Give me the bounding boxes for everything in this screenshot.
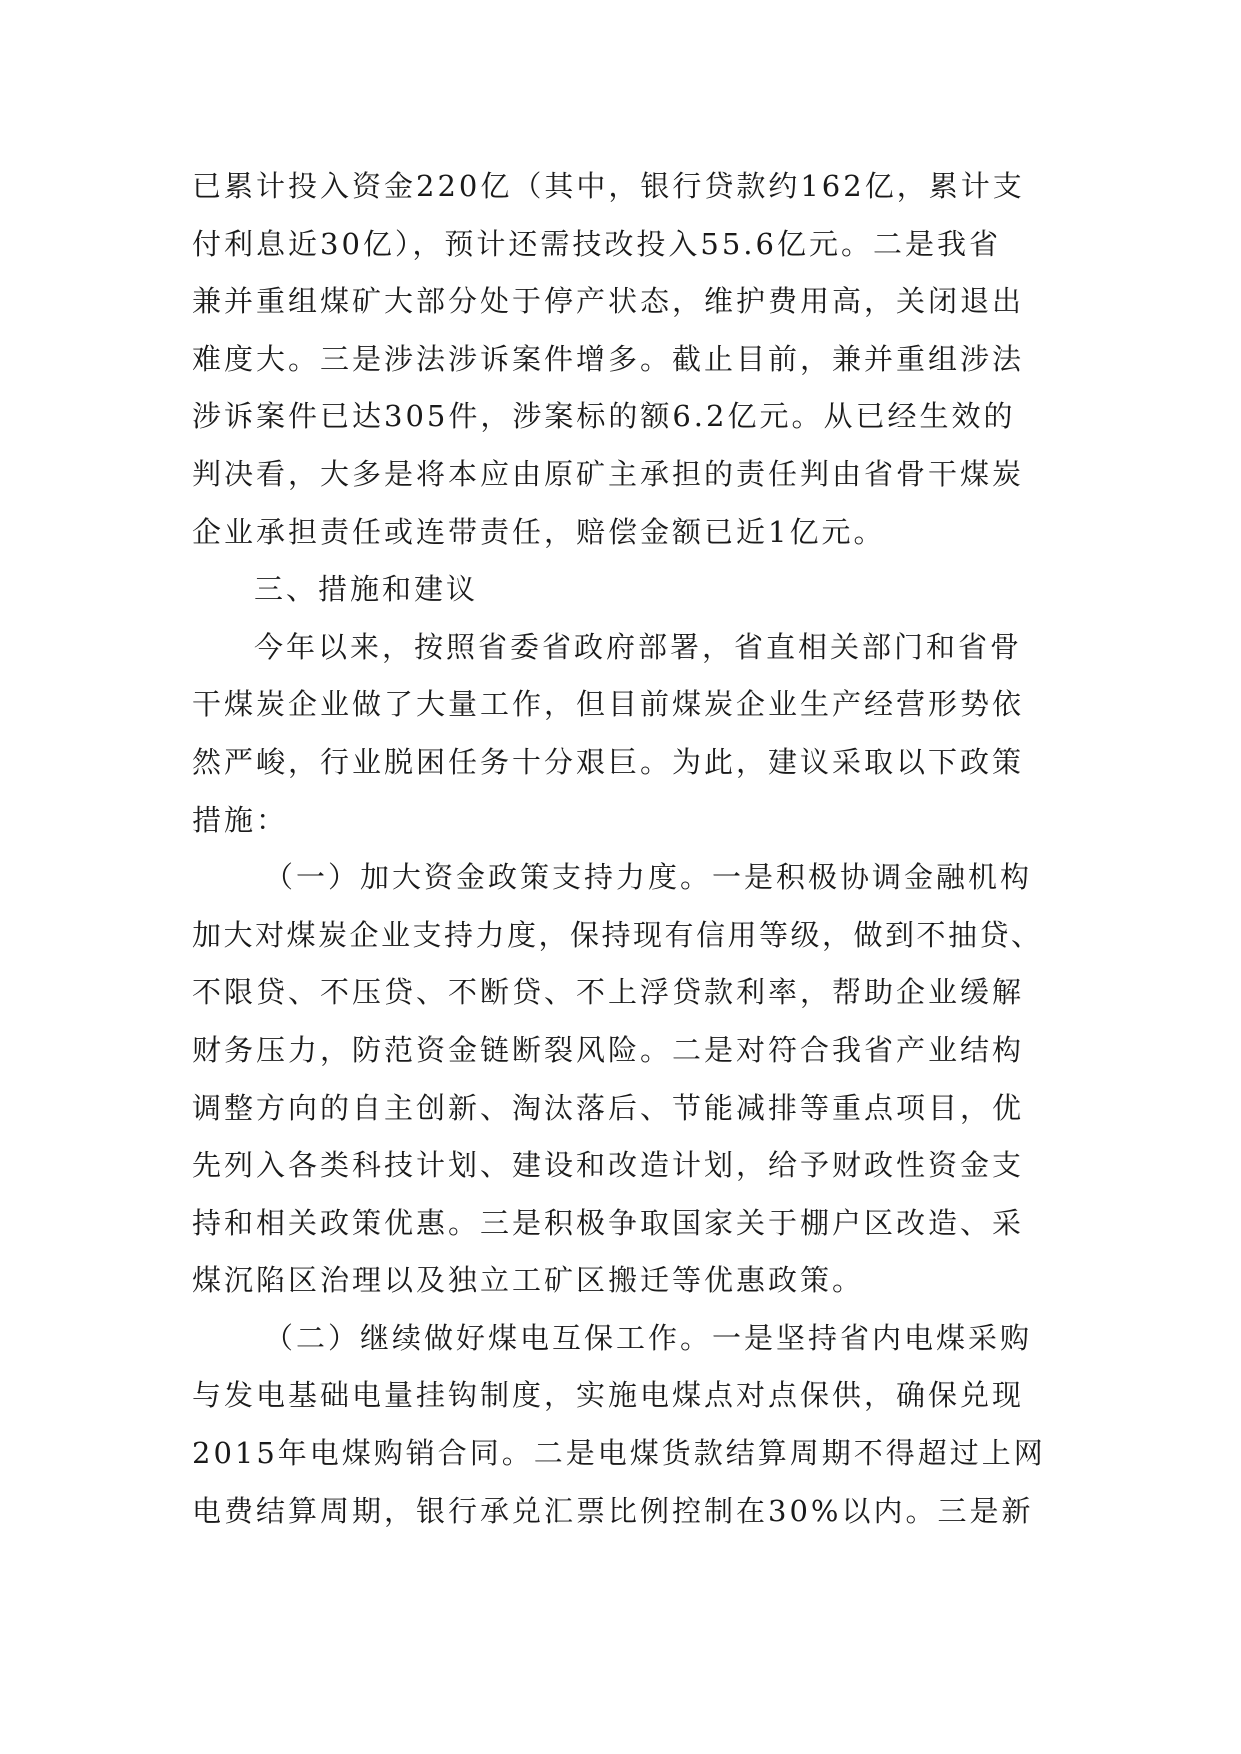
text-line: 判决看，大多是将本应由原矿主承担的责任判由省骨干煤炭 <box>192 456 1025 491</box>
text-line: 调整方向的自主创新、淘汰落后、节能减排等重点项目，优 <box>192 1090 1025 1125</box>
text-line: 不限贷、不压贷、不断贷、不上浮贷款利率，帮助企业缓解 <box>192 975 1025 1010</box>
text-line: 兼并重组煤矿大部分处于停产状态，维护费用高，关闭退出 <box>192 284 1025 319</box>
text-line: 涉诉案件已达305件，涉案标的额6.2亿元。从已经生效的 <box>192 399 1016 434</box>
text-line: 电费结算周期，银行承兑汇票比例控制在30%以内。三是新 <box>192 1493 1034 1528</box>
subsection-start-line: （二）继续做好煤电互保工作。一是坚持省内电煤采购 <box>264 1320 1033 1355</box>
text-line: 煤沉陷区治理以及独立工矿区搬迁等优惠政策。 <box>192 1263 865 1298</box>
paragraph-start-line: 今年以来，按照省委省政府部署，省直相关部门和省骨 <box>254 629 1023 664</box>
text-line: 企业承担责任或连带责任，赔偿金额已近1亿元。 <box>192 514 886 549</box>
text-line: 财务压力，防范资金链断裂风险。二是对符合我省产业结构 <box>192 1032 1025 1067</box>
text-line: 干煤炭企业做了大量工作，但目前煤炭企业生产经营形势依 <box>192 687 1025 722</box>
text-line: 持和相关政策优惠。三是积极争取国家关于棚户区改造、采 <box>192 1205 1025 1240</box>
text-line: 加大对煤炭企业支持力度，保持现有信用等级，做到不抽贷、 <box>192 917 1043 952</box>
subsection-start-line: （一）加大资金政策支持力度。一是积极协调金融机构 <box>264 860 1033 895</box>
text-line: 付利息近30亿），预计还需技改投入55.6亿元。二是我省 <box>192 226 1001 261</box>
document-body <box>192 158 1052 1540</box>
text-line: 与发电基础电量挂钩制度，实施电煤点对点保供，确保兑现 <box>192 1378 1025 1413</box>
section-heading: 三、措施和建议 <box>254 572 479 607</box>
text-line: 已累计投入资金220亿（其中，银行贷款约162亿，累计支 <box>192 169 1025 203</box>
text-line: 2015年电煤购销合同。二是电煤货款结算周期不得超过上网 <box>192 1436 1046 1471</box>
text-line: 措施： <box>192 802 289 837</box>
text-line: 先列入各类科技计划、建设和改造计划，给予财政性资金支 <box>192 1148 1025 1183</box>
text-line: 然严峻，行业脱困任务十分艰巨。为此，建议采取以下政策 <box>192 744 1025 779</box>
text-line: 难度大。三是涉法涉诉案件增多。截止目前，兼并重组涉法 <box>192 341 1025 376</box>
